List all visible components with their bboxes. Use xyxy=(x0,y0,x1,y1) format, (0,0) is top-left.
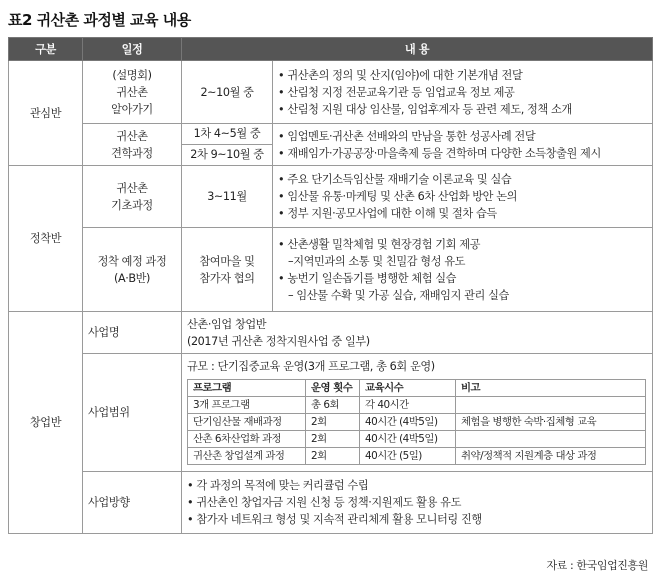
course-cell xyxy=(83,166,182,228)
program-cell xyxy=(456,396,646,413)
bullet-item: • 산림청 지정 전문교육기관 등 임업교육 정보 제공 xyxy=(278,85,515,99)
table-row xyxy=(9,354,653,472)
program-cell: 취약/정책적 지원계층 대상 과정 xyxy=(456,447,646,464)
bullet-item: • 산촌생활 밀착체험 및 현장경험 기회 제공 xyxy=(278,237,481,251)
scope-scale-text: 규모 : 단기집중교육 운영(3개 프로그램, 총 6회 운영) xyxy=(187,359,435,373)
course-line: (설명회) xyxy=(112,68,152,82)
schedule-line: 2차 9~10월 중 xyxy=(190,148,264,161)
program-row xyxy=(188,413,646,430)
schedule-cell xyxy=(182,166,273,228)
course-line: 귀산촌 xyxy=(116,129,148,143)
schedule-line: 2~10월 중 xyxy=(200,85,254,99)
table-row xyxy=(9,166,653,228)
program-cell: 귀산촌 창업설계 과정 xyxy=(188,447,306,464)
program-header: 비고 xyxy=(456,379,646,396)
course-line: 알아가기 xyxy=(111,102,153,116)
business-name-line: (2017년 귀산촌 정착지원사업 중 일부) xyxy=(187,334,370,348)
bullet-item: • 정부 지원·공모사업에 대한 이해 및 절차 습득 xyxy=(278,207,497,220)
bullet-item: • 귀산촌인 창업자금 지원 신청 등 정책·지원제도 활용 유도 xyxy=(187,496,461,509)
program-cell: 40시간 (5일) xyxy=(360,447,456,464)
bullet-item: • 산림청 지원 대상 임산물, 임업후계자 등 관련 제도, 정책 소개 xyxy=(278,102,572,116)
program-cell: 2회 xyxy=(306,430,360,447)
schedule-cell xyxy=(182,61,273,124)
course-line: 귀산촌 xyxy=(116,85,148,99)
program-row xyxy=(188,396,646,413)
program-row xyxy=(188,447,646,464)
course-cell xyxy=(83,61,182,124)
program-cell: 2회 xyxy=(306,413,360,430)
business-name-line: 산촌·임업 창업반 xyxy=(187,317,267,331)
program-cell: 3개 프로그램 xyxy=(188,396,306,413)
program-cell: 40시간 (4박5일) xyxy=(360,413,456,430)
table-row xyxy=(9,61,653,124)
table-title: 표2 귀산촌 과정별 교육 내용 xyxy=(8,11,191,29)
schedule-cell xyxy=(182,228,273,312)
group-label-changup: 창업반 xyxy=(9,312,83,534)
schedule-line: 참가자 협의 xyxy=(199,271,255,285)
program-header: 교육시수 xyxy=(360,379,456,396)
table-row xyxy=(9,124,653,166)
business-name-label: 사업명 xyxy=(83,312,182,354)
course-line: 기초과정 xyxy=(111,198,153,212)
schedule-cell xyxy=(182,124,273,166)
header-schedule: 일정 xyxy=(83,38,182,61)
table-row xyxy=(9,312,653,354)
sub-item: –지역민과의 소통 및 친밀감 형성 유도 xyxy=(288,254,466,268)
program-cell: 총 6회 xyxy=(306,396,360,413)
bullet-item: • 임산물 유통·마케팅 및 산촌 6차 산업화 방안 논의 xyxy=(278,190,518,203)
course-line: 정착 예정 과정 xyxy=(97,254,167,268)
program-header: 운영 횟수 xyxy=(306,379,360,396)
business-name-cell xyxy=(182,312,653,354)
header-content: 내 용 xyxy=(182,38,653,61)
course-line: 견학과정 xyxy=(111,146,153,160)
business-direction-label: 사업방향 xyxy=(83,472,182,534)
course-line: (A·B반) xyxy=(113,271,151,285)
bullet-item: • 농번기 일손돕기를 병행한 체험 실습 xyxy=(278,271,457,285)
business-scope-label: 사업범위 xyxy=(83,354,182,472)
content-cell xyxy=(273,61,653,124)
table-row xyxy=(9,228,653,312)
sub-item: – 임산물 수확 및 가공 실습, 재배임지 관리 실습 xyxy=(288,288,509,302)
bullet-item: • 임업멘토·귀산촌 선배와의 만남을 통한 성공사례 전달 xyxy=(278,129,536,143)
course-cell xyxy=(83,124,182,166)
bullet-item: • 주요 단기소득임산물 재배기술 이론교육 및 실습 xyxy=(278,173,512,186)
program-cell: 각 40시간 xyxy=(360,396,456,413)
program-header: 프로그램 xyxy=(188,379,306,396)
program-header-row xyxy=(188,379,646,396)
business-scope-cell xyxy=(182,354,653,472)
source-note: 자료 : 한국임업진흥원 xyxy=(546,559,648,572)
group-label-jeongchak: 정착반 xyxy=(9,166,83,312)
table-header-row xyxy=(9,38,653,61)
bullet-item: • 재배임가·가공공장·마을축제 등을 견학하며 다양한 소득창출원 제시 xyxy=(278,146,601,160)
program-cell: 2회 xyxy=(306,447,360,464)
schedule-line: 1차 4~5월 중 xyxy=(182,124,272,145)
program-row xyxy=(188,430,646,447)
program-table xyxy=(187,379,646,465)
program-cell: 40시간 (4박5일) xyxy=(360,430,456,447)
header-category: 구분 xyxy=(9,38,83,61)
schedule-line: 3~11월 xyxy=(207,190,247,203)
course-cell xyxy=(83,228,182,312)
content-cell xyxy=(273,124,653,166)
content-cell xyxy=(273,228,653,312)
program-cell: 산촌 6차산업화 과정 xyxy=(188,430,306,447)
bullet-item: • 참가자 네트워크 형성 및 지속적 관리체계 활용 모니터링 진행 xyxy=(187,513,482,526)
course-line: 귀산촌 xyxy=(116,181,148,195)
group-label-gwansim: 관심반 xyxy=(9,61,83,166)
content-cell xyxy=(273,166,653,228)
bullet-item: • 각 과정의 목적에 맞는 커리큘럼 수립 xyxy=(187,479,369,492)
program-cell xyxy=(456,430,646,447)
schedule-line: 참여마을 및 xyxy=(199,254,255,268)
education-table xyxy=(8,37,653,534)
business-direction-cell xyxy=(182,472,653,534)
program-cell: 체험을 병행한 숙박·집체형 교육 xyxy=(456,413,646,430)
program-cell: 단기임산물 재배과정 xyxy=(188,413,306,430)
table-row xyxy=(9,472,653,534)
bullet-item: • 귀산촌의 정의 및 산지(임야)에 대한 기본개념 전달 xyxy=(278,68,523,82)
